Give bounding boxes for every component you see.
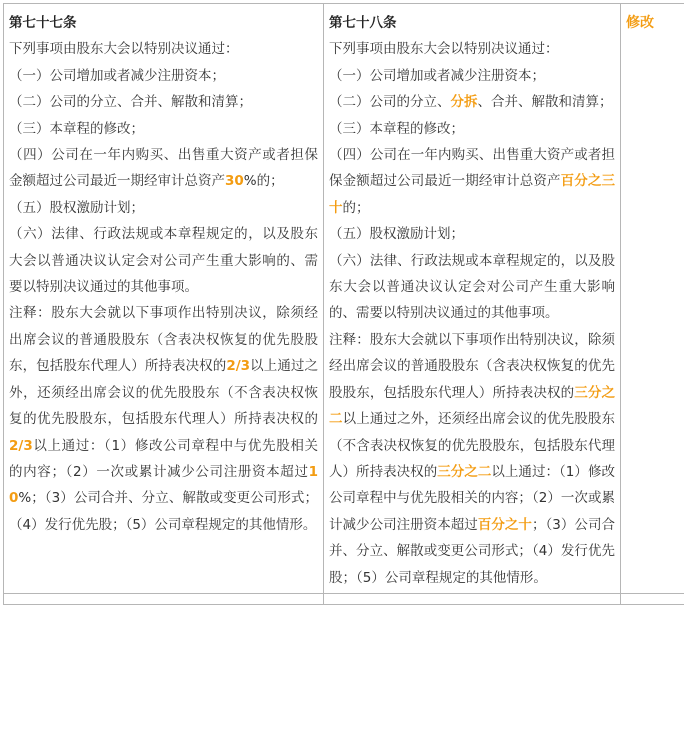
stub-cell-new <box>324 593 621 604</box>
new-item-2 <box>329 89 615 115</box>
new-note-text-d: ；（3）公司合并、分立、解散或变更公司形式；（4）发行优先股；（5）公司章程规定的其他情形。 <box>329 516 615 586</box>
new-article-intro: 下列事项由股东大会以特别决议通过： <box>329 41 559 58</box>
stub-cell-note <box>621 593 684 604</box>
old-item-3: （三）本章程的修改； <box>9 120 144 137</box>
old-note-highlight-3: 10 <box>9 463 318 507</box>
old-note-text-c: 以上通过：（1）修改公司章程中与优先股相关的内容；（2）一次或累计减少公司注册资本超过 <box>9 437 318 480</box>
stub-cell-old <box>4 593 324 604</box>
old-article-intro: 下列事项由股东大会以特别决议通过： <box>9 41 239 58</box>
change-type-label: 修改 <box>626 15 654 31</box>
old-note-text-b: 以上通过之外，还须经出席会议的优先股股东（不含表决权恢复的优先股股东，包括股东代理人）所持表决权的 <box>9 358 319 428</box>
new-note <box>329 327 615 591</box>
new-note-highlight-2: 三分之二 <box>437 463 492 480</box>
new-item-2-tail: 、合并、解散和清算； <box>477 94 613 111</box>
old-article-title: 第七十七条 <box>9 15 77 31</box>
new-item-4-text: （四）公司在一年内购买、出售重大资产或者担保金额超过公司最近一期经审计总资产 <box>329 147 615 190</box>
new-note-text-b: 以上通过之外，还须经出席会议的优先股股东（不含表决权恢复的优先股股东，包括股东代理人）所持表决权的 <box>329 411 615 480</box>
new-item-2-highlight: 分拆 <box>450 94 478 111</box>
new-item-4-tail: 的； <box>342 199 370 216</box>
next-row-stub <box>4 593 684 604</box>
new-item-3: （三）本章程的修改； <box>329 120 464 137</box>
old-item-4-text: （四）公司在一年内购买、出售重大资产或者担保金额超过公司最近一期经审计总资产 <box>9 147 318 190</box>
old-article-cell <box>4 4 324 594</box>
new-note-highlight-1: 三分之二 <box>329 384 615 428</box>
old-item-4-tail: %的； <box>243 173 284 190</box>
comparison-table <box>3 3 684 605</box>
new-item-1: （一）公司增加或者减少注册资本； <box>329 67 545 84</box>
old-item-4-highlight: 30 <box>225 173 244 190</box>
new-item-2-text: （二）公司的分立、 <box>329 94 451 111</box>
old-note-highlight-2: 2/3 <box>9 437 33 454</box>
old-note-text-a: 注释：股东大会就以下事项作出特别决议，除须经出席会议的普通股股东（含表决权恢复的优先股股东，包括股东代理人）所持表决权的 <box>9 305 318 375</box>
new-note-highlight-3: 百分之十 <box>477 516 532 533</box>
table-row <box>4 4 684 594</box>
new-item-5: （五）股权激励计划； <box>329 226 464 243</box>
new-article-cell <box>324 4 621 594</box>
change-note-cell <box>621 4 684 594</box>
old-item-6: （六）法律、行政法规或本章程规定的，以及股东大会以普通决议认定会对公司产生重大影响的、需要以特别决议通过的其他事项。 <box>9 226 318 296</box>
old-item-1: （一）公司增加或者减少注册资本； <box>9 67 225 84</box>
old-note-highlight-1: 2/3 <box>226 358 251 375</box>
new-note-text-c: 以上通过：（1）修改公司章程中与优先股相关的内容；（2）一次或累计减少公司注册资本超过 <box>329 463 615 533</box>
new-item-4 <box>329 142 615 221</box>
new-item-4-highlight: 百分之三十 <box>329 173 615 216</box>
old-item-2: （二）公司的分立、合并、解散和清算； <box>9 94 252 111</box>
new-note-text-a: 注释：股东大会就以下事项作出特别决议，除须经出席会议的普通股股东（含表决权恢复的优先股股东，包括股东代理人）所持表决权的 <box>329 331 615 401</box>
old-item-5: （五）股权激励计划； <box>9 199 144 216</box>
old-note <box>9 300 318 538</box>
old-note-text-d: %；（3）公司合并、分立、解散或变更公司形式；（4）发行优先股；（5）公司章程规定的其他情形。 <box>9 490 318 533</box>
new-article-title: 第七十八条 <box>329 15 397 31</box>
old-item-4 <box>9 142 318 195</box>
new-item-6: （六）法律、行政法规或本章程规定的，以及股东大会以普通决议认定会对公司产生重大影响的、需要以特别决议通过的其他事项。 <box>329 252 615 322</box>
